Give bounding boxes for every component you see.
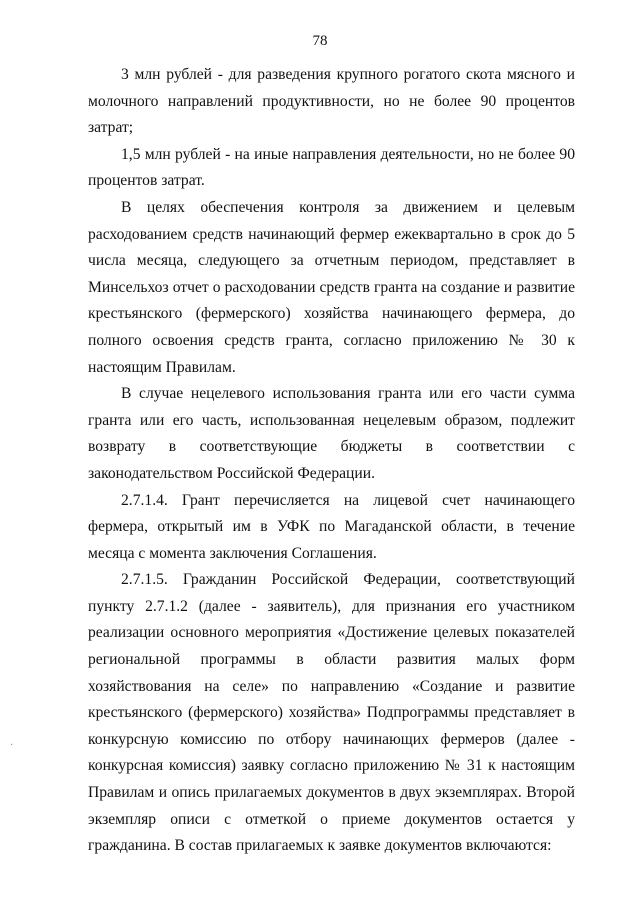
scan-edge-mark: · (10, 740, 14, 751)
paragraph-2-7-1-5: 2.7.1.5. Гражданин Российской Федерации, соответствующий пункту 2.7.1.2 (далее - заявитель), для признания его участником реализации основного мероприятия «Достижение целевых показателей региональной программы в области развития малых форм хозяйствования на селе» по направлению «Создание и развитие крестьянского (фермерского) хозяйства» Подпрограммы представляет в конкурсную комиссию по отбору начинающих фермеров (далее - конкурсная комиссия) заявку согласно приложению № 31 к настоящим Правилам и опись прилагаемых документов в двух экземплярах. Второй экземпляр описи с отметкой о приеме документов остается у гражданина. В состав прилагаемых к заявке документов включаются: (88, 571, 575, 855)
paragraph-2-7-1-4: 2.7.1.4. Грант перечисляется на лицевой счет начинающего фермера, открытый им в УФК по Магаданской области, в течение месяца с момента заключения Соглашения. (88, 491, 575, 562)
paragraph-other-activities-grant: 1,5 млн рублей - на иные направления деятельности, но не более 90 процентов затрат. (88, 145, 575, 190)
paragraph-misuse-refund: В случае нецелевого использования гранта или его части сумма гранта или его часть, использованная нецелевым образом, подлежит возврату в соответствующие бюджеты в соответствии с законодательством Российской Федерации. (88, 385, 575, 482)
paragraph-livestock-grant: 3 млн рублей - для разведения крупного рогатого скота мясного и молочного направлений продуктивности, но не более 90 процентов затрат; (88, 66, 575, 137)
document-body (88, 62, 575, 860)
paragraph-reporting-control: В целях обеспечения контроля за движением и целевым расходованием средств начинающий фермер ежеквартально в срок до 5 числа месяца, следующего за отчетным периодом, представляет в Минсельхоз отчет о расходовании средств гранта на создание и развитие крестьянского (фермерского) хозяйства начинающего фермера, до полного освоения средств гранта, согласно приложению № 30 к настоящим Правилам. (88, 198, 575, 376)
page-number: 78 (312, 33, 328, 49)
